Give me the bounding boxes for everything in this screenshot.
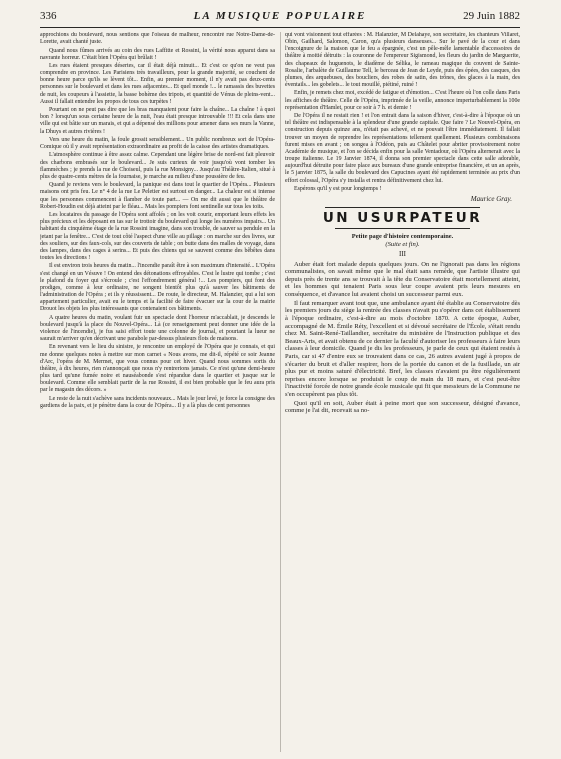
paragraph: Il faut remarquer avant tout que, une ambulance ayant été établie au Conservatoire dès les premiers jours du siège la rentrée des classes n'avait pu s'opérer dans cet établissement à l'époque ordinaire, c'est-à-dire au mois d'octobre 1870. A cette époque, Auber, accompagné de M. Émile Réty, l'excellent et si dévoué secrétaire de l'École, s'était rendu chez M. Saint-René-Taillandier, secrétaire du ministère de l'Instruction publique et des Beaux-Arts, et avait obtenu de ce dernier la faculté d'autoriser les professeurs à faire leurs classes à leur domicile. Quand je dis les professeurs, je parle de ceux qui étaient restés à Paris, car si 47 d'entre eux se trouvaient dans ce cas, 26 autres avaient jugé à propos de s'écarter du bruit et d'aller respirer, hors de la portée du canon et de la fusillade, un air plus pur et moins saturé d'électricité. Bref, les classes n'avaient pu être régulièrement reprises encore lorsque se produisit le coup de main du 18 mars, et c'est peut-être l'inactivité forcée de notre grande école musicale qui fit que messieurs de la Commune ne s'en occupèrent pas plus tôt. [285,299,520,398]
paragraph: Vers une heure du matin, la foule grossit sensiblement... Un public nombreux sort de l'Opéra-Comique où il y avait représentation extraordinaire au profit de la caisse des artistes dramatiques. [40,136,275,151]
paragraph: Enfin, je remets chez moi, excédé de fatigue et d'émotion... C'est l'heure où l'on colle dans Paris les affiches de théâtre. Celle de l'Opéra, imprimée de la veille, annonce imperturbablement la 100e représentation d'Hamlet, pour ce soir à 7 h. et demie ! [285,90,520,111]
author-signature: Maurice Gray. [470,195,512,203]
paragraph: Auber était fort malade depuis quelques jours. On ne l'ignorait pas dans les régions communalistes, on savait même que le mal était sans remède, que l'artiste illustre qui depuis près de trente ans se trouvait à la tête du Conservatoire était mortellement atteint, et les hommes qui tenaient Paris sous leur coupe avaient pris leurs mesures en conséquence, et d'avance lui avaient choisi un successeur parmi eux. [285,260,520,299]
column-divider [280,32,281,752]
paragraph: Quoi qu'il en soit, Auber était à peine mort que son successeur, désigné d'avance, comme je l'ai dit, recevait sa no- [285,399,520,415]
issue-date: 29 Juin 1882 [463,10,520,22]
paragraph: De l'Opéra il ne restait rien ! et l'on entrait dans la saison d'hiver, c'est-à-dire à l'époque où un tel théâtre est indispensable à la splendeur d'une grande capitale. Que faire ? Le Nouvel-Opéra, en construction depuis quinze ans, n'était pas achevé, et ne pouvait l'être immédiatement. Il fallait trouver un moyen de reprendre les représentations tellement quellement. Plusieurs combinaisons furent mises en avant ; on songea à l'Odéon, puis au Châtelet pour abriter provisoirement notre Académie de musique, et l'on se décida enfin pour la salle Ventadour, où l'Opéra alternerait avec la troupe italienne. Le 19 Janvier 1874, il donna son premier spectacle dans cette salle adorable, aujourd'hui détruite pour faire place aux bureaux d'une grande entreprise financière, et un an après, le 5 janvier 1875, la salle du boulevard des Capucines ayant été rapidement terminée au prix d'un effort colossal, l'Opéra s'y installa et rentra définitivement chez lui. [285,113,520,184]
left-column [40,32,275,752]
article-title: UN USURPATEUR [322,210,483,227]
page-number: 336 [40,10,57,22]
article-subtitle: Petite page d'histoire contemporaine. [351,233,454,241]
paragraph: Les locataires du passage de l'Opéra sont affolés ; on les voit courir, emportant leurs effets les plus précieux et les déposant en tas sur le trottoir du boulevard qui longe les numéros impairs... Un habitant du cinquième étage de la rue Rossini imagine, dans son trouble, de sauver sa pendule en la jetant par la fenêtre... C'est de tout côté l'aspect d'une ville au pillage : on marche sur des livres, sur des souliers, sur des faux-cols, sur des couverts de table ; on butte dans des malles de voyage, dans des lampes, dans des cages à serins... Et puis des chiens qui se sauvent comme des bêbêtes dans toutes les directions ! [40,212,275,261]
article-continuation: (Suite et fin). [385,241,420,249]
paragraph: En revenant vers le lieu du sinistre, je rencontre un employé de l'Opéra que je connais, et qui me donne quelques notes à mettre sur mon carnet « Nous avons, me dit-il, répété ce soir Jeanne d'Arc, l'opéra de M. Mermet, que vous connus pour cet hiver. Quand nous sommes sortis du théâtre, à dix heures, rien n'annonçait que nous n'y rentrerions jamais. Ce n'est qu'une demi-heure plus tard qu'une fumée noire et nauséabonde s'est répandue dans le quartier et jusque sur le boulevard. Comme elle semblait partir de la rue Rossini, il est bien probable que le feu aura pris par le magasin des décors. » [40,344,275,394]
paragraph: Pourtant on ne peut pas dire que les bras manquaient pour faire la chaîne... La chaîne ! à quoi bon ? lorsqu'un sous certaine heure de la nuit, l'eau était presque introuvable !!! Et cela dans une ville qui est bâtie sur un marais, et qui a dépensé des millions pour amener dans ses murs la Vanne, la Dhuys et autres rivières ! [40,107,275,135]
paragraph: Les rues étaient presques désertes, car il était déjà minuit... Et c'est ce qu'on ne veut pas comprendre en province. Les Parisiens très travailleurs, pour la grande majorité, se couchent de bonne heure parce qu'ils se lèvent tôt... Enfin, au premier moment, il n'y avait pas deux-cents personnes sur le boulevard et dans les rues adjacentes... Et quel monde !... le ramassis des buvettes de nuit, les coupeurs à l'assiette, la basse bohème des tripots, et quantité de Vénus de pleins-vent... Aussi il fallait entendre les propos de tous ces turpètes ! [40,63,275,105]
paragraph: A quatre heures du matin, voulant fuir un spectacle dont l'horreur m'accablait, je descends le boulevard jusqu'à la place du Nouvel-Opéra... Là (ce renseignement peut donner une idée de la violence de l'incendie), je fus saisi effort toute une colonne de journal, et pourtant la lueur ne saurait m'arriver qu'en décrivant une parabole par-dessus plusieurs flots de maisons. [40,314,275,343]
paragraph: qui vont visionnent tout effarées : M. Halanzier, M Delahaye, son secrétaire, les chanteurs Villaret, Obin, Gailhard, Salomon, Caron, qu'a plusieurs danseuses... Sur le pavé de la cour et dans l'encoignure de la maison que le feu a épargnée, c'est un pêle-mêle lamentable d'accessoires de théâtre à moitié détruits : la couronne de l'empereur Sigismond, les fleurs du jardin de Marguerite, des chapeaux de huguenots, le diadème de Sélika, le rameau magique du couvent de Sainte-Rosalie, l'arbalète de Guillaume Tell, le berceau de Jean de Leyde, puis des épées, des casques, des plumes, des arquebuses, des boucliers, des robes de satin, des trônes, des glaces à la main, des éventails... les gobelets... le tout mouillé, piétiné, ruiné ! [285,32,520,89]
paragraph: Quand je reviens vers le boulevard, la panique est dans tout le quartier de l'Opéra... Plusieurs maisons ont pris feu. Le n° 4 de la rue Le Peletier est surtout en danger... La chaleur est si intense que les personnes commencent à flamber de toute part... — On me dit aussi que le théâtre de Robert-Houdin est déjà atteint par le fléau... Mais les pompiers font sentinelle sur tous les toits. [40,182,275,210]
paragraph: approchions du boulevard, nous sentions que l'oiseau de malheur, rencontré rue Notre-Dame-de-Lorette, avait chanté juste. [40,32,275,46]
page-header [40,8,520,24]
paragraph: L'atmosphère continue à être assez calme. Cependant une légère brise de nord-est fait pleuvoir des charbons embrasés sur le boulevard... Je suis curieux de voir jusqu'où vont tomber les flammèches ; je prends la rue de Choiseul, puis la rue Monsigny... Jusqu'au Théâtre-Italien, situé à plus de quatre-cents mètres de la fournaise, je marche au milieu d'une poussière de feu. [40,152,275,180]
paragraph: Le reste de la nuit s'achève sans incidents nouveaux... Mais le jour levé, je force la consigne des gardiens de la paix, et je pénètre dans la cour de l'Opéra... Il y a là plus de cent personnes [40,395,275,409]
right-column [285,32,520,752]
paragraph: Quand nous fûmes arrivés au coin des rues Laffitte et Rossini, la vérité nous apparut dans sa navrante horreur. C'était bien l'Opéra qui brûlait ! [40,47,275,61]
article-title-rule [335,228,470,229]
journal-title: LA MUSIQUE POPULAIRE [193,10,367,22]
header-rule [40,27,520,28]
paragraph: Il est environ trois heures du matin... l'incendie paraît être à son maximum d'intensité... L'Opéra s'est changé en un Vésuve ! On entend des détonations effroyables. C'est le lustre qui tombe ; c'est le plafond du foyer qui s'écroule ; c'est l'effondrement général !... Les pompiers, qui font des prodiges, comme à leur ordinaire, ne songent bientôt plus qu'à sauver les bâtiments de l'administration de l'Opéra ; et ils y réussissent... De route, le directeur, M. Halanzier, qui a lui son appartement particulier, avait eu le temps et la facilité de faire évacuer sur la cour de la mairie Drouot les objets les plus intéressants que contenaient ces bâtiments. [40,263,275,313]
article-top-rule [325,207,480,208]
section-number: III [399,249,406,258]
paragraph: Espérons qu'il y est pour longtemps ! [294,185,382,192]
